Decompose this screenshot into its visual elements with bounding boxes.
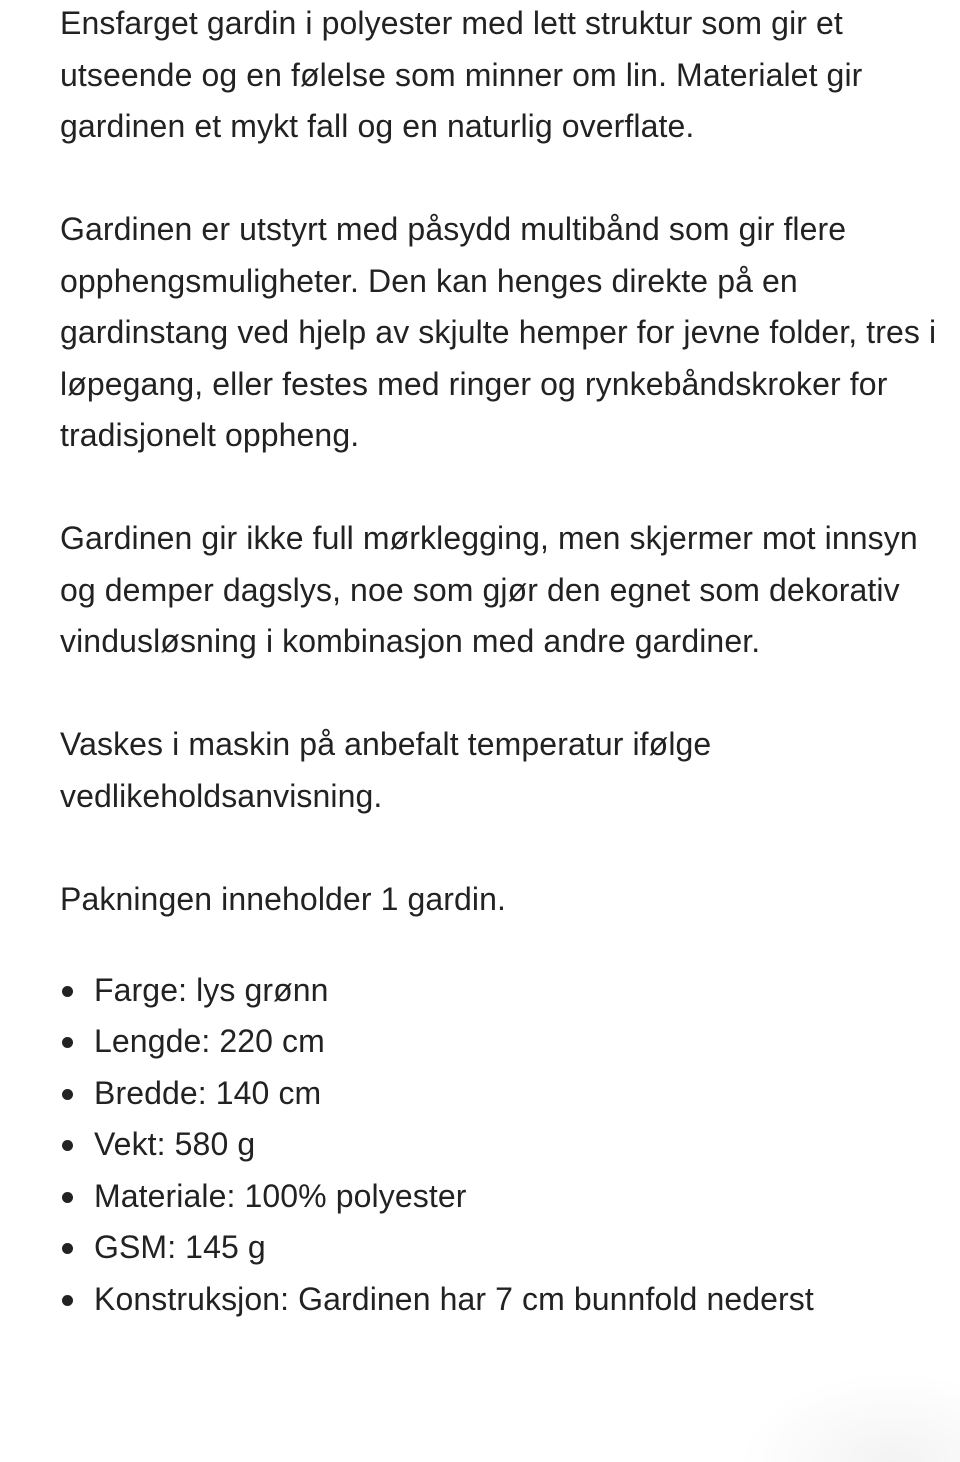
spec-list (60, 965, 940, 1326)
spec-text: Bredde: 140 cm (94, 1074, 322, 1111)
bullet-icon (62, 1295, 73, 1306)
bullet-icon (62, 1192, 73, 1203)
description-paragraph-light: Gardinen gir ikke full mørklegging, men skjermer mot innsyn og demper dagslys, noe som gjør den egnet som dekorativ vindusløsning i kombinasjon med andre gardiner. (60, 520, 918, 659)
spec-item-gsm (60, 1222, 940, 1274)
spec-item-length (60, 1016, 940, 1068)
spec-text: Vekt: 580 g (94, 1126, 256, 1162)
description-paragraph-material: Ensfarget gardin i polyester med lett struktur som gir et utseende og en følelse som minner om lin. Materialet gir gardinen et mykt fall og en naturlig overflate. (60, 5, 863, 144)
spec-text: GSM: 145 g (94, 1229, 266, 1265)
spec-item-weight (60, 1119, 940, 1171)
bullet-icon (62, 1243, 73, 1254)
description-paragraph-hanging: Gardinen er utstyrt med påsydd multibånd som gir flere opphengsmuligheter. Den kan henges direkte på en gardinstang ved hjelp av skjulte hemper for jevne folder, tres i løpegang, eller festes med ringer og rynkebåndskroker for tradisjonelt oppheng. (60, 211, 937, 453)
bullet-icon (62, 1037, 73, 1048)
bullet-icon (62, 1140, 73, 1151)
description-paragraph-care: Vaskes i maskin på anbefalt temperatur ifølge vedlikeholdsanvisning. (60, 726, 712, 814)
spec-item-width (60, 1068, 940, 1120)
spec-text: Materiale: 100% polyester (94, 1177, 467, 1214)
bottom-shadow-artifact (740, 1372, 960, 1462)
spec-text: Lengde: 220 cm (94, 1023, 325, 1059)
spec-item-material (60, 1171, 940, 1223)
spec-text: Farge: lys grønn (94, 971, 329, 1008)
description-paragraph-package: Pakningen inneholder 1 gardin. (60, 880, 506, 917)
spec-text: Konstruksjon: Gardinen har 7 cm bunnfold nederst (94, 1280, 814, 1317)
bullet-icon (62, 1089, 73, 1100)
spec-item-color (60, 965, 940, 1017)
spec-item-construction (60, 1274, 940, 1326)
bullet-icon (62, 986, 73, 997)
product-description (60, 0, 940, 1325)
